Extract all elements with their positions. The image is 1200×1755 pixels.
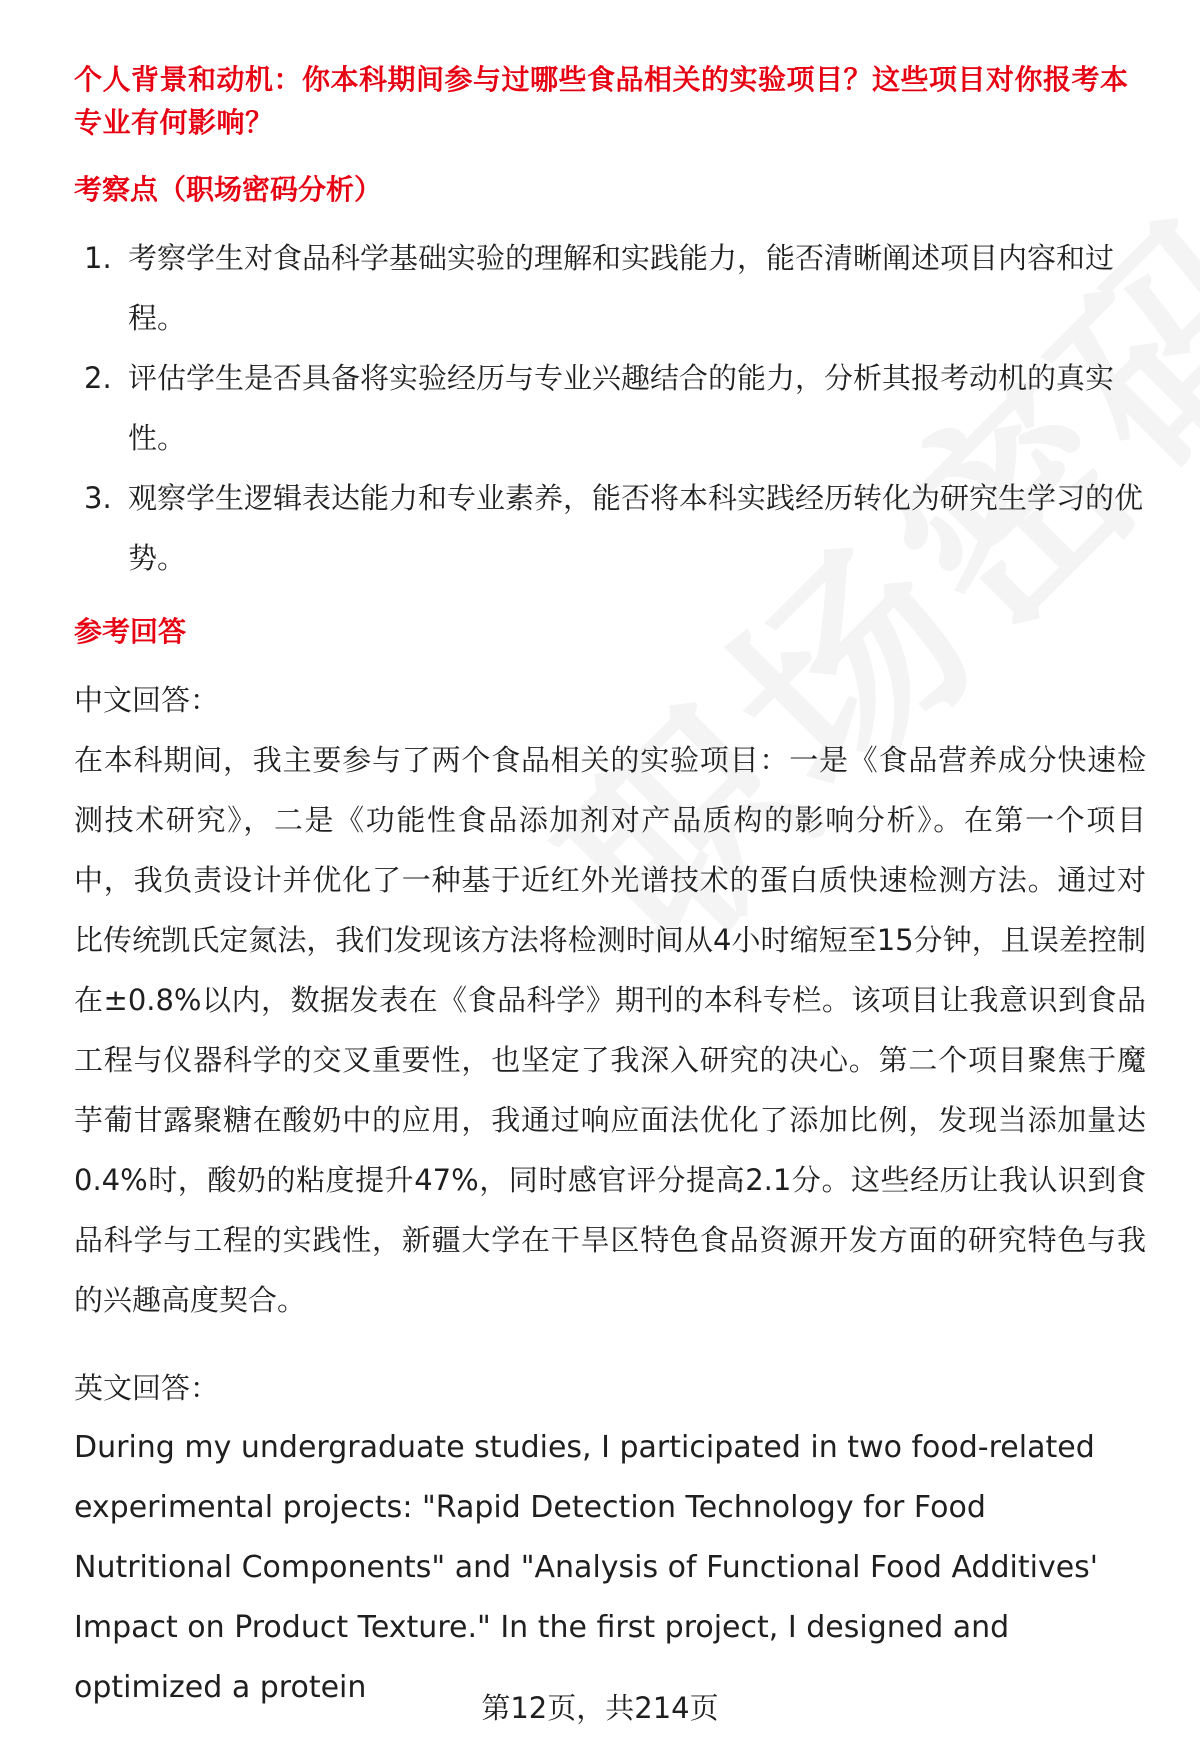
- page-content: [74, 58, 1146, 1718]
- chinese-answer-label: 中文回答：: [74, 683, 220, 717]
- list-item-text: 考察学生对食品科学基础实验的理解和实践能力，能否清晰阐述项目内容和过程。: [128, 241, 1115, 335]
- list-item: [74, 468, 1146, 588]
- reference-answer-heading: 参考回答: [74, 615, 187, 648]
- page-number: 第12页，共214页: [481, 1691, 719, 1725]
- question-title: 个人背景和动机：你本科期间参与过哪些食品相关的实验项目？这些项目对你报考本专业有何影响？: [74, 63, 1129, 139]
- english-answer-label: 英文回答：: [74, 1371, 220, 1405]
- list-item: [74, 348, 1146, 468]
- list-item-number: 3.: [84, 481, 112, 515]
- list-item-number: 1.: [84, 241, 112, 275]
- list-item-text: 观察学生逻辑表达能力和专业素养，能否将本科实践经历转化为研究生学习的优势。: [128, 481, 1144, 575]
- list-item-number: 2.: [84, 361, 112, 395]
- exam-points-list: [74, 228, 1146, 588]
- english-answer-text: During my undergraduate studies, I participated in two food-related experimental projects: "Rapid Detection Technology for Food Nutritional Components" and "Analysis of Functional Food Additives' Impact on Product Texture." In the first project, I designed and optimized a protein: [74, 1430, 1099, 1705]
- list-item-text: 评估学生是否具备将实验经历与专业兴趣结合的能力，分析其报考动机的真实性。: [128, 361, 1115, 455]
- list-item: [74, 228, 1146, 348]
- chinese-answer-text: 在本科期间，我主要参与了两个食品相关的实验项目：一是《食品营养成分快速检测技术研究》，二是《功能性食品添加剂对产品质构的影响分析》。在第一个项目中，我负责设计并优化了一种基于近红外光谱技术的蛋白质快速检测方法。通过对比传统凯氏定氮法，我们发现该方法将检测时间从4小时缩短至15分钟，且误差控制在±0.8%以内，数据发表在《食品科学》期刊的本科专栏。该项目让我意识到食品工程与仪器科学的交叉重要性，也坚定了我深入研究的决心。第二个项目聚焦于魔芋葡甘露聚糖在酸奶中的应用，我通过响应面法优化了添加比例，发现当添加量达0.4%时，酸奶的粘度提升47%，同时感官评分提高2.1分。这些经历让我认识到食品科学与工程的实践性，新疆大学在干旱区特色食品资源开发方面的研究特色与我的兴趣高度契合。: [74, 743, 1146, 1317]
- exam-points-heading: 考察点（职场密码分析）: [74, 173, 383, 206]
